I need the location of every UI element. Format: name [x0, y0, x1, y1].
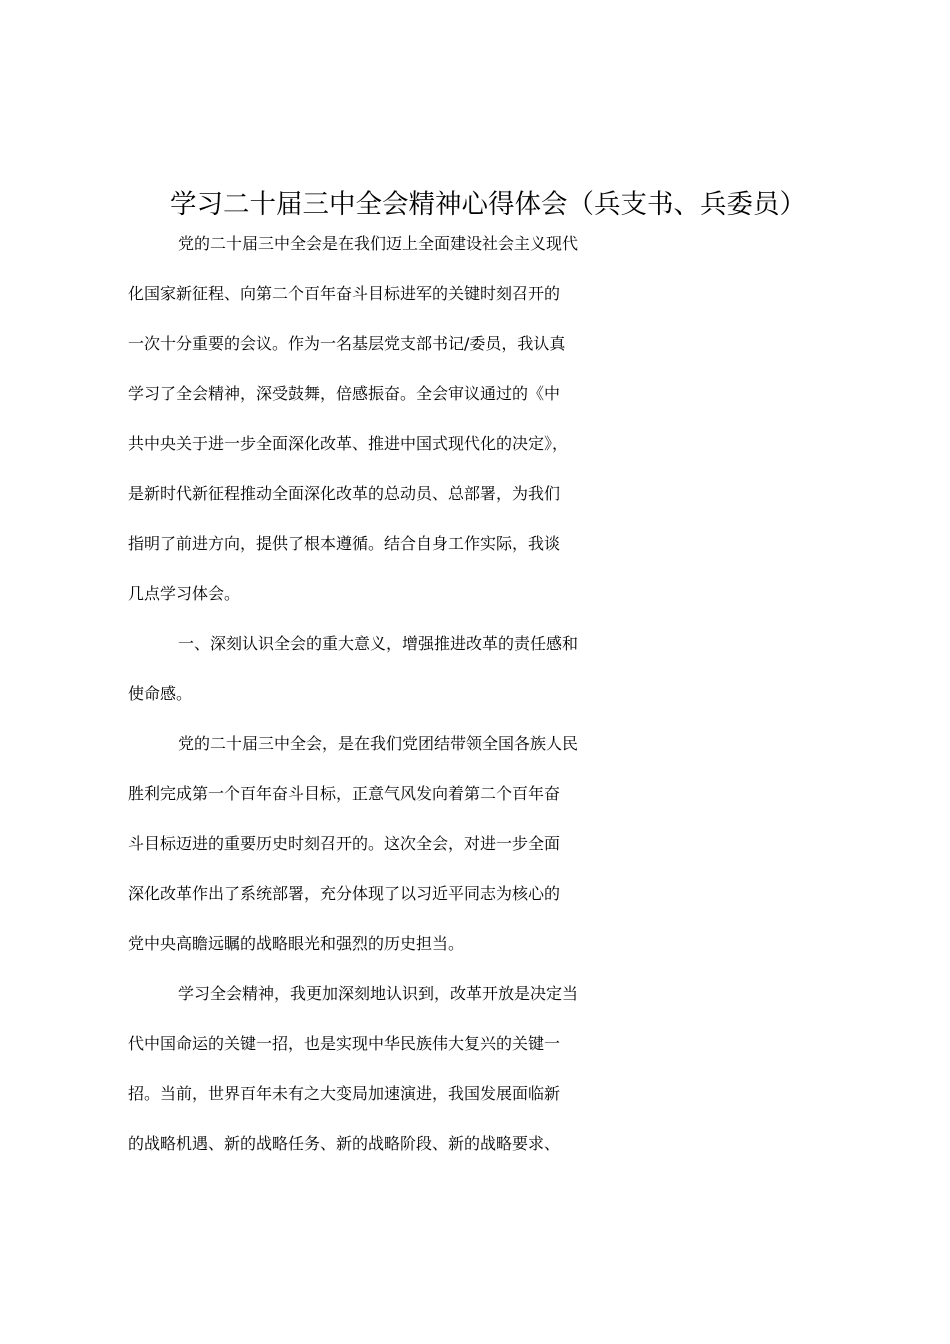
paragraph [128, 731, 836, 981]
section-heading [128, 631, 836, 731]
text-line: 化国家新征程、向第二个百年奋斗目标进军的关键时刻召开的 [128, 284, 561, 303]
paragraph [128, 981, 836, 1181]
text-line: 招。当前，世界百年未有之大变局加速演进，我国发展面临新 [128, 1084, 561, 1103]
document-title: 学习二十届三中全会精神心得体会（兵支书、兵委员） [170, 189, 806, 220]
text-line: 党中央高瞻远瞩的战略眼光和强烈的历史担当。 [128, 934, 465, 953]
text-line: 一次十分重要的会议。作为一名基层党支部书记/委员，我认真 [128, 334, 566, 353]
text-line: 的战略机遇、新的战略任务、新的战略阶段、新的战略要求、 [128, 1134, 561, 1153]
text-line: 党的二十届三中全会，是在我们党团结带领全国各族人民 [178, 734, 579, 753]
text-line: 共中央关于进一步全面深化改革、推进中国式现代化的决定》， [128, 434, 569, 453]
text-line: 斗目标迈进的重要历史时刻召开的。这次全会，对进一步全面 [128, 834, 561, 853]
text-line: 使命感。 [128, 684, 193, 703]
document-body [128, 231, 836, 1181]
text-line: 党的二十届三中全会是在我们迈上全面建设社会主义现代 [178, 234, 579, 253]
text-line: 胜利完成第一个百年奋斗目标，正意气风发向着第二个百年奋 [128, 784, 561, 803]
text-line: 几点学习体会。 [128, 584, 241, 603]
text-line: 深化改革作出了系统部署，充分体现了以习近平同志为核心的 [128, 884, 561, 903]
text-line: 学习了全会精神，深受鼓舞，倍感振奋。全会审议通过的《中 [128, 384, 561, 403]
text-line: 是新时代新征程推动全面深化改革的总动员、总部署，为我们 [128, 484, 561, 503]
text-line: 一、深刻认识全会的重大意义，增强推进改革的责任感和 [178, 634, 579, 653]
text-line: 代中国命运的关键一招，也是实现中华民族伟大复兴的关键一 [128, 1034, 561, 1053]
text-line: 指明了前进方向，提供了根本遵循。结合自身工作实际，我谈 [128, 534, 561, 553]
paragraph [128, 231, 836, 631]
text-line: 学习全会精神，我更加深刻地认识到，改革开放是决定当 [178, 984, 579, 1003]
